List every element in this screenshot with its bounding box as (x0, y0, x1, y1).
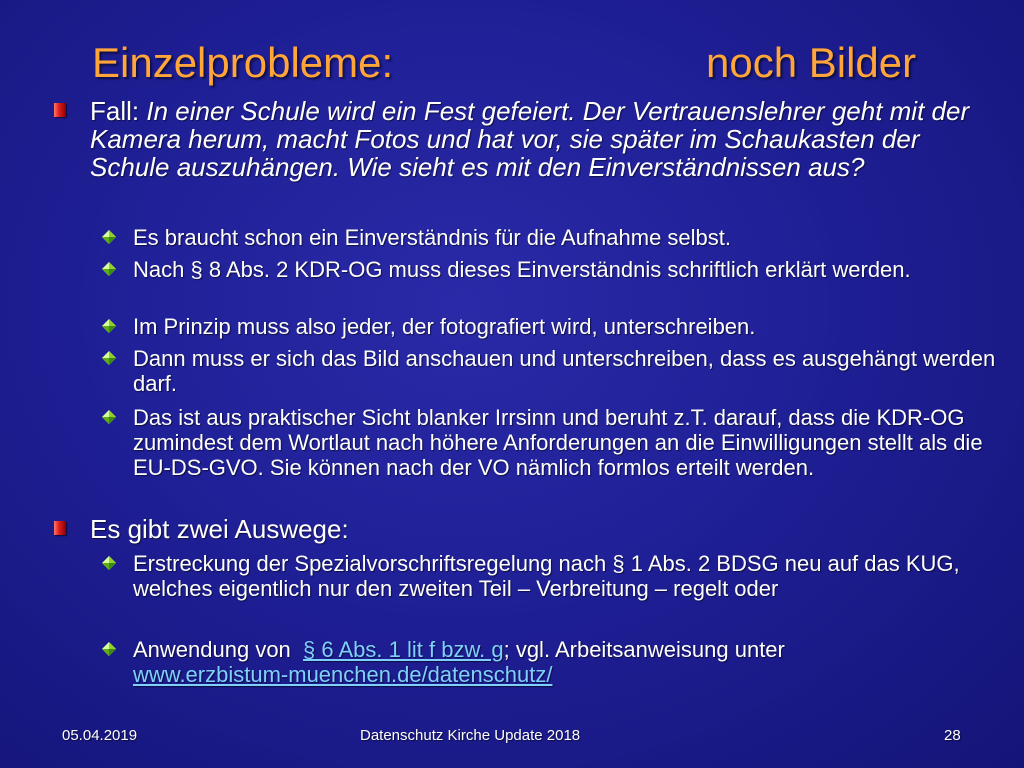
bullet-fall (90, 97, 990, 181)
ausweg-2-prefix: Anwendung von (133, 637, 304, 662)
green-gem-bullet-icon (101, 318, 117, 334)
sub-bullet-text: Das ist aus praktischer Sicht blanker Irrsinn und beruht z.T. darauf, dass die KDR-OG zumindest dem Wortlaut nach höhere Anforderungen an die Einwilligungen stellt als die EU-DS-GVO. Sie können nach der VO nämlich formlos erteilt werden. (133, 405, 983, 480)
slide-title-right: noch Bilder (706, 39, 917, 86)
sub-bullet-2 (133, 257, 1003, 282)
sub-bullet-3 (133, 314, 1003, 339)
footer-date: 05.04.2019 (62, 727, 138, 744)
slide-title (92, 38, 952, 88)
sub-bullet-text: Nach § 8 Abs. 2 KDR-OG muss dieses Einverständnis schriftlich erklärt werden. (133, 257, 911, 282)
sub-bullet-4 (133, 346, 1003, 396)
sub-bullet-ausweg-2 (133, 637, 1003, 687)
sub-bullet-5 (133, 405, 1003, 480)
footer-page-number: 28 (944, 727, 961, 744)
sub-bullet-text: Dann muss er sich das Bild anschauen und unterschreiben, dass es ausgehängt werden darf. (133, 346, 996, 396)
sub-bullet-text: Im Prinzip muss also jeder, der fotografiert wird, unterschreiben. (133, 314, 756, 339)
sub-bullet-text: Erstreckung der Spezialvorschriftsregelung nach § 1 Abs. 2 BDSG neu auf das KUG, welches eigentlich nur den zweiten Teil – Verbreitung – regelt oder (133, 551, 960, 601)
green-gem-bullet-icon (101, 409, 117, 425)
sub-bullet-text: Es braucht schon ein Einverständnis für die Aufnahme selbst. (133, 225, 732, 250)
green-gem-bullet-icon (101, 261, 117, 277)
auswege-heading: Es gibt zwei Auswege: (90, 514, 349, 544)
link-erzbistum-datenschutz[interactable]: www.erzbistum-muenchen.de/datenschutz/ (133, 662, 553, 687)
bullet-auswege (90, 515, 990, 543)
slide-title-left: Einzelprobleme: (92, 39, 394, 86)
red-square-bullet-icon (54, 521, 66, 535)
link-paragraph-6[interactable]: § 6 Abs. 1 lit f bzw. g (303, 637, 504, 662)
green-gem-bullet-icon (101, 641, 117, 657)
green-gem-bullet-icon (101, 555, 117, 571)
green-gem-bullet-icon (101, 229, 117, 245)
fall-text: In einer Schule wird ein Fest gefeiert. Der Vertrauenslehrer geht mit der Kamera herum, macht Fotos und hat vor, sie später im Schaukasten der Schule auszuhängen. Wie sieht es mit den Einverständnissen aus? (90, 96, 970, 182)
sub-bullet-1 (133, 225, 1003, 250)
footer-center: Datenschutz Kirche Update 2018 (360, 727, 581, 744)
red-square-bullet-icon (54, 103, 66, 117)
sub-bullet-ausweg-1 (133, 551, 1003, 601)
fall-label: Fall: (90, 96, 147, 126)
green-gem-bullet-icon (101, 350, 117, 366)
ausweg-2-middle: ; vgl. Arbeitsanweisung unter (503, 637, 785, 662)
